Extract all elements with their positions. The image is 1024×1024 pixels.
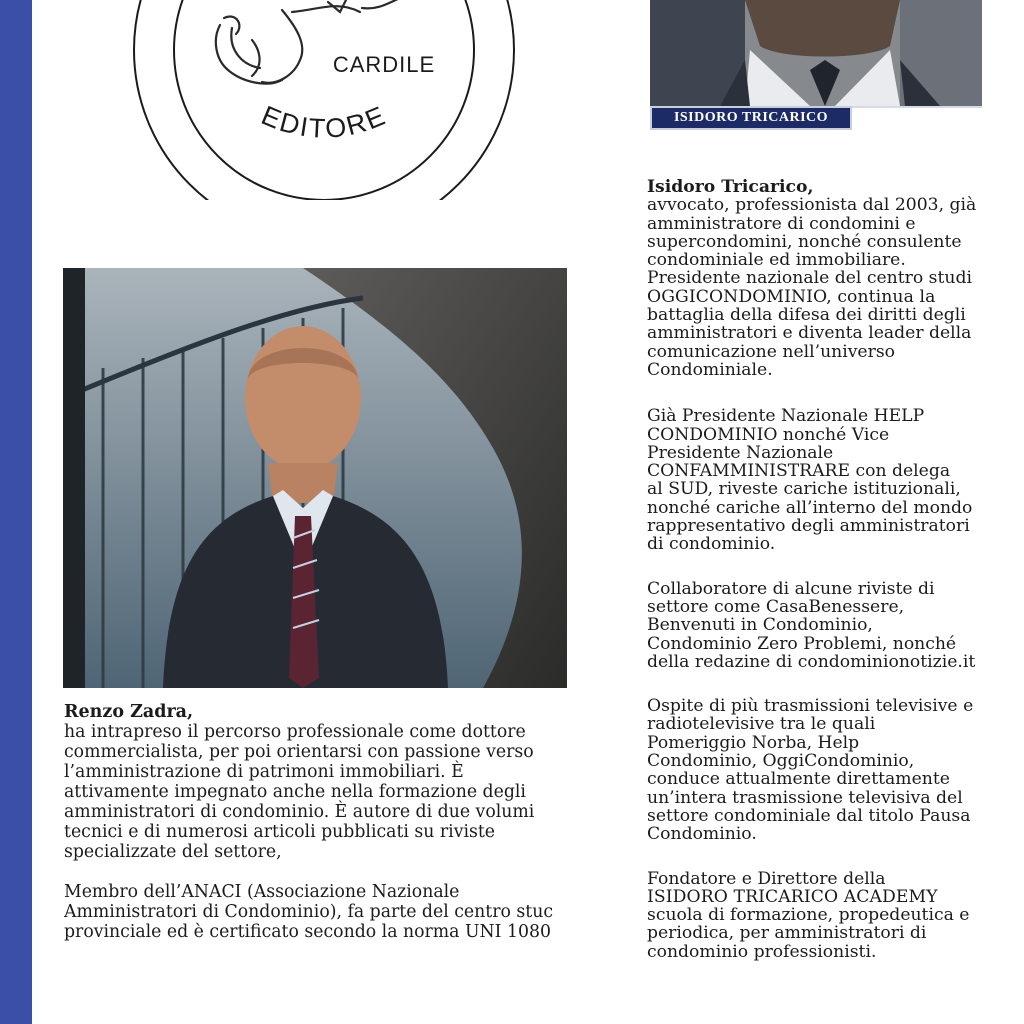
text-line: tecnici e di numerosi articoli pubblicati su riviste: [64, 822, 496, 842]
text-line: un’intera trasmissione televisiva del: [647, 787, 963, 808]
text-line: radiotelevisive tra le quali: [647, 714, 876, 735]
isidoro-tricarico-bio: [647, 178, 992, 961]
text-line: amministratori di condominio. È autore di due volumi: [64, 802, 535, 822]
text-line: nonché cariche all’interno del mondo: [647, 497, 973, 518]
bio-paragraph-intro: [647, 196, 992, 379]
logo-subtitle: EDITORE: [257, 100, 391, 144]
publisher-logo: [132, 0, 516, 200]
text-line: OGGICONDOMINIO, continua la: [647, 286, 936, 307]
bio-paragraph-membership: [64, 882, 574, 942]
bio-name-isidoro-tricarico: Isidoro Tricarico,: [647, 177, 814, 197]
text-line: Condominio, OggiCondominio,: [647, 751, 915, 772]
text-line: Fondatore e Direttore della: [647, 868, 886, 889]
text-line: condominio professionisti.: [647, 941, 877, 962]
bio-paragraph-roles: [647, 407, 992, 553]
renzo-zadra-bio: [64, 702, 574, 942]
text-line: ISIDORO TRICARICO ACADEMY: [647, 886, 938, 907]
publisher-logo-badge: [132, 0, 516, 200]
text-line: Membro dell’ANACI (Associazione Nazionale: [64, 882, 460, 902]
text-line: Presidente Nazionale: [647, 442, 834, 463]
text-line: conduce attualmente direttamente: [647, 769, 950, 790]
text-line: Collaboratore di alcune riviste di: [647, 578, 935, 599]
text-line: Condominio.: [647, 824, 757, 845]
bio-name-renzo-zadra: Renzo Zadra,: [64, 702, 194, 722]
text-line: condominiale ed immobiliare.: [647, 250, 906, 271]
bio-paragraph-television: [647, 697, 992, 843]
text-line: della redazine di condominionotizie.it: [647, 651, 976, 672]
text-line: specializzate del settore,: [64, 842, 282, 862]
text-line: settore condominiale dal titolo Pausa: [647, 805, 971, 826]
bio-paragraph-collaborations: [647, 580, 992, 671]
portrait-image: [650, 0, 982, 106]
text-line: Benvenuti in Condominio,: [647, 615, 873, 636]
portrait-photo-top: [650, 0, 982, 106]
logo-publisher-name: CARDILE: [332, 52, 436, 77]
text-line: Condominiale.: [647, 359, 773, 380]
text-line: battaglia della difesa dei diritti degli: [647, 305, 966, 326]
text-line: commercialista, per poi orientarsi con passione verso: [64, 742, 534, 762]
text-line: provinciale ed è certificato secondo la norma UNI 1080: [64, 922, 551, 942]
text-line: settore come CasaBenessere,: [647, 596, 905, 617]
text-line: al SUD, riveste cariche istituzionali,: [647, 479, 961, 500]
text-line: CONDOMINIO nonché Vice: [647, 424, 890, 445]
bio-paragraph-academy: [647, 870, 992, 961]
text-line: l’amministrazione di patrimoni immobiliari. È: [64, 762, 464, 782]
bio-paragraph-career: [64, 722, 574, 862]
text-line: Presidente nazionale del centro studi: [647, 268, 972, 289]
text-line: Pomeriggio Norba, Help: [647, 732, 860, 753]
main-portrait-photo: [63, 268, 567, 688]
left-accent-bar: [0, 0, 32, 1024]
text-line: ha intrapreso il percorso professionale come dottore: [64, 722, 526, 742]
text-line: Condominio Zero Problemi, nonché: [647, 633, 957, 654]
text-line: di condominio.: [647, 534, 776, 555]
text-line: avvocato, professionista dal 2003, già: [647, 195, 977, 216]
text-line: Già Presidente Nazionale HELP: [647, 406, 925, 427]
text-line: Amministratori di Condominio), fa parte del centro stuc: [64, 902, 554, 922]
text-line: Ospite di più trasmissioni televisive e: [647, 696, 974, 717]
text-line: supercondomini, nonché consulente: [647, 231, 962, 252]
portrait-name-plate: ISIDORO TRICARICO: [650, 106, 852, 130]
text-line: amministratori e diventa leader della: [647, 323, 972, 344]
main-portrait-image: [63, 268, 567, 688]
text-line: attivamente impegnato anche nella formazione degli: [64, 782, 526, 802]
text-line: amministratore di condomini e: [647, 213, 916, 234]
text-line: comunicazione nell’universo: [647, 341, 895, 362]
text-line: periodica, per amministratori di: [647, 923, 927, 944]
text-line: CONFAMMINISTRARE con delega: [647, 461, 951, 482]
text-line: rappresentativo degli amministratori: [647, 516, 970, 537]
text-line: scuola di formazione, propedeutica e: [647, 905, 970, 926]
